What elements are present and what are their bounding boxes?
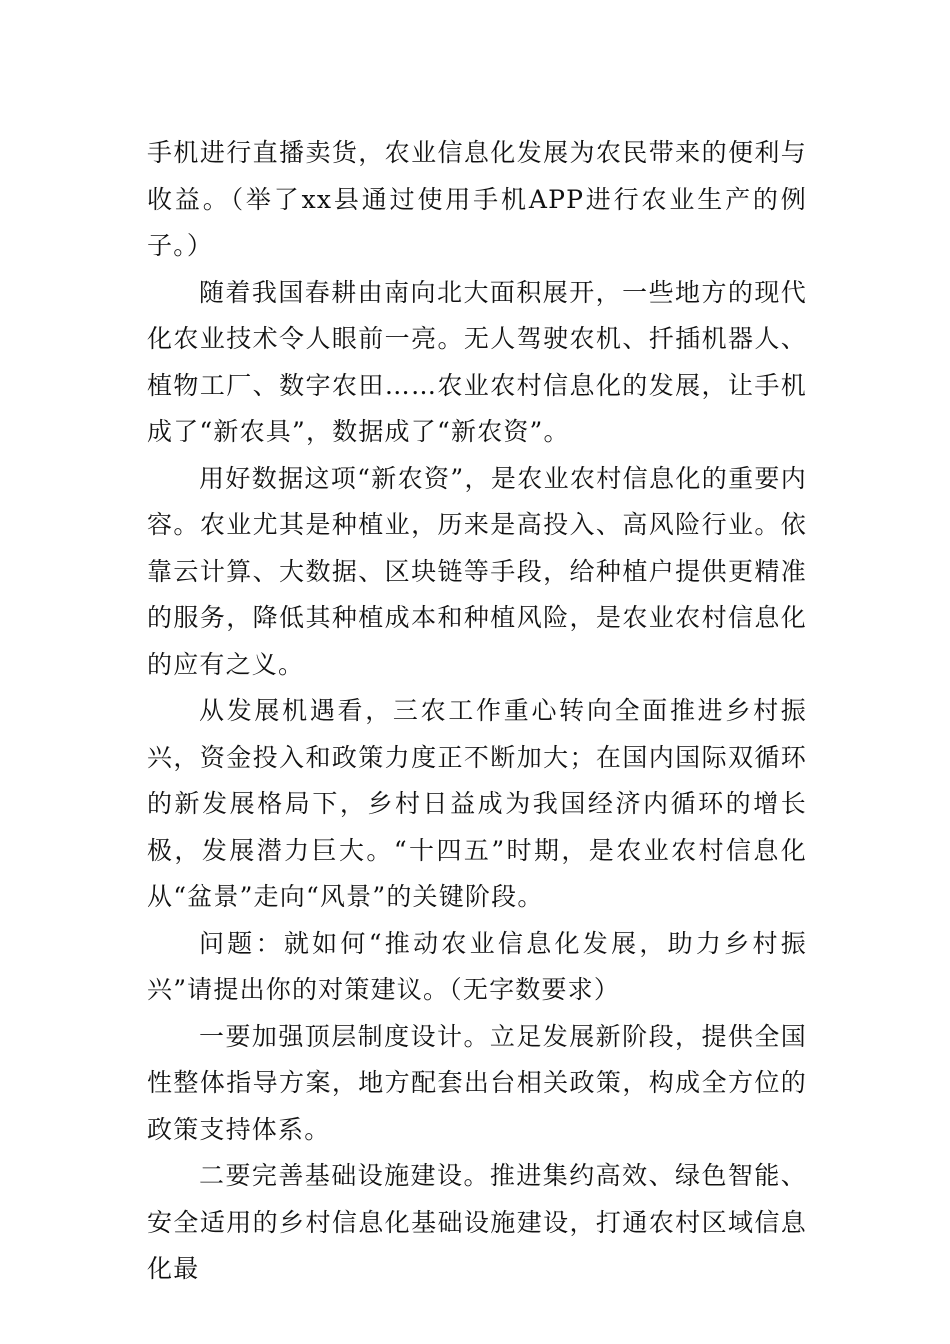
paragraph-answer-point-2: 二要完善基础设施建设。推进集约高效、绿色智能、安全适用的乡村信息化基础设施建设，打通农村区域信息化最 (147, 1161, 807, 1283)
document-body (147, 130, 807, 1293)
paragraph-question: 问题：就如何“推动农业信息化发展，助力乡村振兴”请提出你的对策建议。（无字数要求） (147, 928, 807, 1004)
paragraph-data-resource: 用好数据这项“新农资”，是农业农村信息化的重要内容。农业尤其是种植业，历来是高投入、高风险行业。依靠云计算、大数据、区块链等手段，给种植户提供更精准的服务，降低其种植成本和种植风险，是农业农村信息化的应有之义。 (147, 463, 807, 679)
paragraph-development-opportunity: 从发展机遇看，三农工作重心转向全面推进乡村振兴，资金投入和政策力度正不断加大；在国内国际双循环的新发展格局下，乡村日益成为我国经济内循环的增长极，发展潜力巨大。“十四五”时期，是农业农村信息化从“盆景”走向“风景”的关键阶段。 (147, 696, 807, 911)
paragraph-spring-plowing: 随着我国春耕由南向北大面积展开，一些地方的现代化农业技术令人眼前一亮。无人驾驶农机、扦插机器人、植物工厂、数字农田……农业农村信息化的发展，让手机成了“新农具”，数据成了“新农资”。 (147, 277, 807, 446)
paragraph-answer-point-1: 一要加强顶层制度设计。立足发展新阶段，提供全国性整体指导方案，地方配套出台相关政策，构成全方位的政策支持体系。 (147, 1021, 807, 1144)
paragraph-continuation: 手机进行直播卖货，农业信息化发展为农民带来的便利与收益。（举了xx县通过使用手机APP进行农业生产的例子。） (147, 138, 807, 260)
